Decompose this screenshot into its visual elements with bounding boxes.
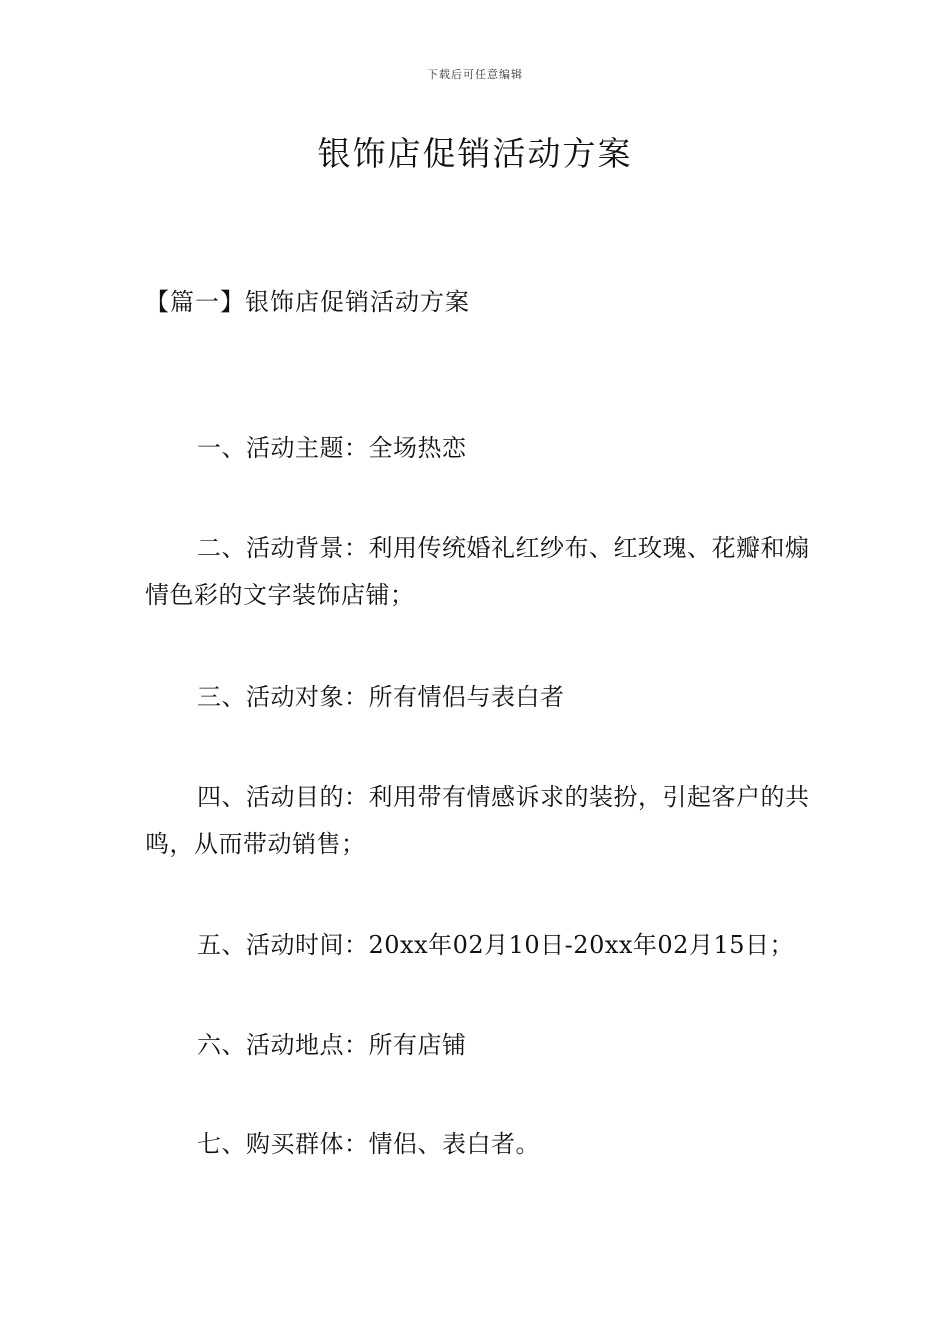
paragraph-target-buyers: 七、购买群体：情侣、表白者。: [197, 1130, 540, 1158]
paragraph-activity-purpose: 四、活动目的：利用带有情感诉求的装扮，引起客户的共鸣，从而带动销售；: [145, 783, 810, 858]
section-heading: 【篇一】银饰店促销活动方案: [145, 288, 470, 316]
document-title: 银饰店促销活动方案: [317, 134, 633, 173]
paragraph-activity-time: 五、活动时间：20xx年02月10日-20xx年02月15日；: [197, 931, 794, 959]
paragraph-activity-theme: 一、活动主题：全场热恋: [197, 434, 467, 462]
paragraph-activity-background: 二、活动背景：利用传统婚礼红纱布、红玫瑰、花瓣和煽情色彩的文字装饰店铺；: [145, 534, 810, 609]
page-header-note: 下载后可任意编辑: [427, 68, 523, 81]
paragraph-activity-location: 六、活动地点：所有店铺: [197, 1031, 467, 1059]
paragraph-activity-audience: 三、活动对象：所有情侣与表白者: [197, 683, 565, 711]
